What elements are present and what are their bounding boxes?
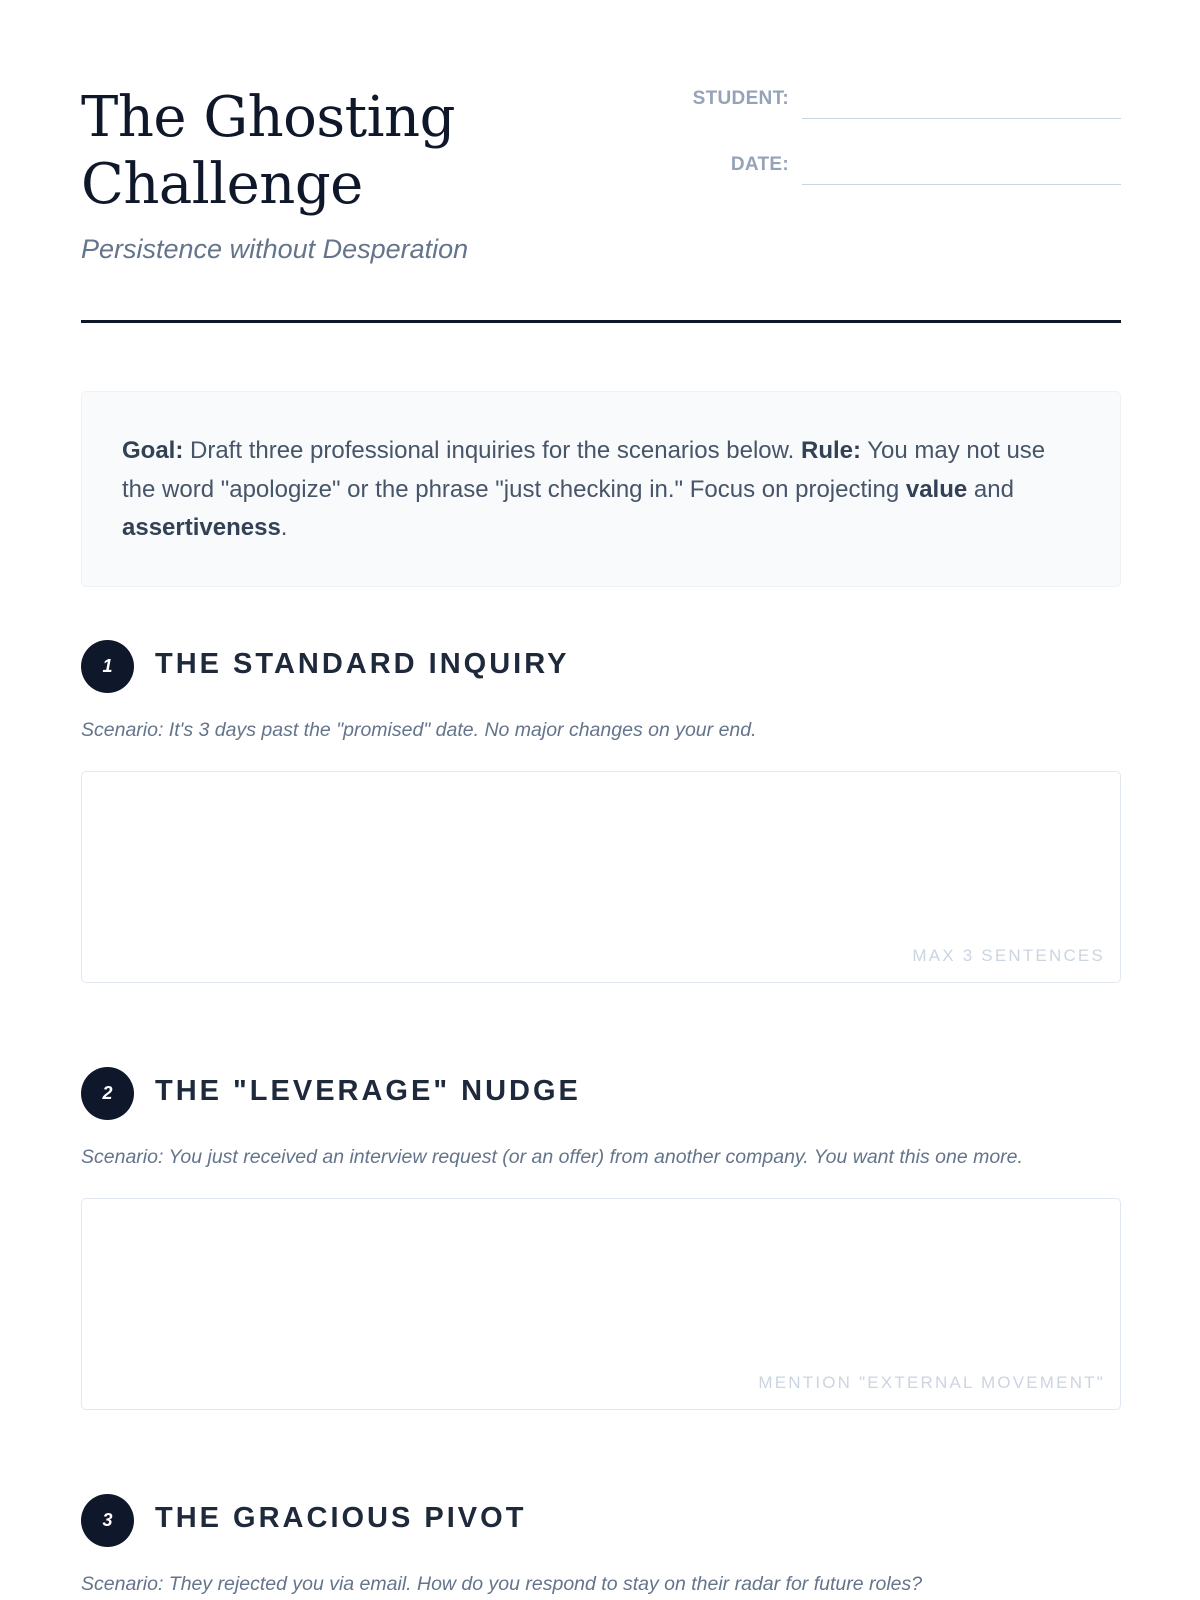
answer-box[interactable] bbox=[81, 1198, 1121, 1410]
title-block bbox=[81, 84, 641, 265]
date-row bbox=[681, 150, 1121, 216]
goal-box bbox=[81, 391, 1121, 587]
section-header bbox=[81, 640, 1121, 694]
title-line-2: Challenge bbox=[81, 152, 363, 217]
section-number-badge: 3 bbox=[81, 1494, 134, 1547]
date-field[interactable] bbox=[802, 184, 1121, 185]
answer-box[interactable] bbox=[81, 771, 1121, 983]
student-row bbox=[681, 84, 1121, 150]
assertiveness-word: assertiveness bbox=[122, 514, 281, 541]
goal-period: . bbox=[280, 514, 288, 541]
student-info bbox=[681, 84, 1121, 216]
page-title bbox=[81, 84, 641, 218]
date-label: DATE: bbox=[730, 154, 789, 175]
rule-text: You may not use the word "apologize" or the phrase "just checking in." Focus on projecting bbox=[122, 437, 1046, 503]
and-text: and bbox=[967, 475, 1014, 503]
student-label: STUDENT: bbox=[692, 88, 789, 109]
student-name-field[interactable] bbox=[802, 118, 1121, 119]
section-number-badge: 2 bbox=[81, 1067, 134, 1120]
section-number-badge: 1 bbox=[81, 640, 134, 693]
goal-label: Goal: bbox=[122, 437, 184, 464]
answer-hint: MAX 3 SENTENCES bbox=[912, 946, 1105, 965]
section-title: THE GRACIOUS PIVOT bbox=[155, 1502, 527, 1534]
section-title: THE STANDARD INQUIRY bbox=[155, 648, 570, 680]
scenario-text: Scenario: They rejected you via email. How do you respond to stay on their radar for future roles? bbox=[81, 1573, 923, 1595]
section-standard-inquiry bbox=[81, 640, 1121, 965]
answer-hint: MENTION "EXTERNAL MOVEMENT" bbox=[758, 1373, 1105, 1392]
title-line-1: The Ghosting bbox=[81, 85, 455, 150]
page-subtitle: Persistence without Desperation bbox=[81, 234, 469, 264]
section-leverage-nudge bbox=[81, 1067, 1121, 1392]
scenario-text: Scenario: You just received an interview request (or an offer) from another company. You want this one more. bbox=[81, 1146, 1023, 1168]
scenario-text: Scenario: It's 3 days past the "promised" date. No major changes on your end. bbox=[81, 719, 757, 741]
goal-text: Draft three professional inquiries for the scenarios below. bbox=[183, 437, 801, 464]
section-header bbox=[81, 1494, 1121, 1548]
section-header bbox=[81, 1067, 1121, 1121]
section-gracious-pivot bbox=[81, 1494, 1121, 1595]
rule-label: Rule: bbox=[801, 437, 861, 464]
value-word: value bbox=[905, 475, 968, 503]
section-title: THE "LEVERAGE" NUDGE bbox=[155, 1075, 581, 1107]
header-divider bbox=[81, 320, 1121, 323]
worksheet-header bbox=[81, 84, 1121, 324]
